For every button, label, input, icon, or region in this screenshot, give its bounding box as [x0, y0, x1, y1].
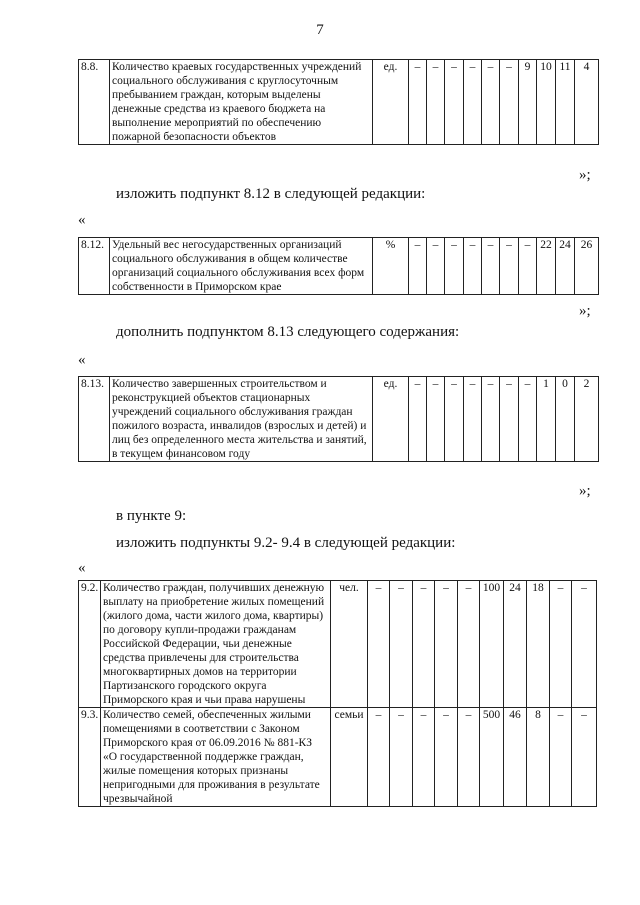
value-cell: –	[445, 60, 464, 145]
indicator-table-8-8	[78, 59, 599, 145]
value-cell: 26	[575, 238, 599, 295]
value-cell: –	[500, 60, 519, 145]
unit-cell: %	[373, 238, 409, 295]
instruction-paragraph: изложить подпункт 8.12 в следующей редакции:	[116, 186, 426, 202]
table-row	[79, 581, 597, 708]
table-row	[79, 60, 599, 145]
value-cell: –	[500, 377, 519, 462]
value-cell: –	[427, 377, 445, 462]
indicator-table-8-13	[78, 376, 599, 462]
value-cell: –	[464, 60, 482, 145]
opening-quote: «	[78, 212, 86, 228]
value-cell: 10	[537, 60, 556, 145]
instruction-paragraph: изложить подпункты 9.2- 9.4 в следующей редакции:	[116, 535, 456, 551]
indicator-name-cell: Удельный вес негосударственных организаций социального обслуживания в общем количестве организаций социального обслуживания всех форм собственности в Приморском крае	[110, 238, 373, 295]
value-cell: 2	[575, 377, 599, 462]
closing-quote: »;	[579, 303, 591, 319]
closing-quote: »;	[579, 167, 591, 183]
instruction-paragraph: в пункте 9:	[116, 508, 187, 524]
value-cell: 22	[537, 238, 556, 295]
value-cell: 24	[556, 238, 575, 295]
value-cell: 9	[519, 60, 537, 145]
value-cell: 11	[556, 60, 575, 145]
value-cell: –	[409, 238, 427, 295]
instruction-paragraph: дополнить подпунктом 8.13 следующего содержания:	[116, 324, 460, 340]
value-cell: 500	[480, 708, 504, 807]
table-row	[79, 708, 597, 807]
unit-cell: ед.	[373, 60, 409, 145]
value-cell: –	[435, 708, 458, 807]
value-cell: –	[413, 581, 435, 708]
item-number-cell: 8.8.	[79, 60, 110, 145]
indicator-table-9	[78, 580, 597, 807]
value-cell: 1	[537, 377, 556, 462]
table-row	[79, 377, 599, 462]
value-cell: –	[550, 581, 572, 708]
value-cell: –	[482, 377, 500, 462]
opening-quote: «	[78, 560, 86, 576]
item-number-cell: 9.2.	[79, 581, 101, 708]
value-cell: –	[368, 708, 390, 807]
value-cell: –	[409, 377, 427, 462]
value-cell: –	[435, 581, 458, 708]
indicator-name-cell: Количество семей, обеспеченных жилыми помещениями в соответствии с Законом Приморского края от 06.09.2016 № 881-КЗ «О государственной поддержке граждан, жилые помещения которых признаны непригодными для проживания в результате чрезвычайной	[101, 708, 331, 807]
value-cell: –	[482, 238, 500, 295]
value-cell: –	[550, 708, 572, 807]
value-cell: –	[390, 708, 413, 807]
value-cell: –	[458, 708, 480, 807]
opening-quote: «	[78, 352, 86, 368]
value-cell: 4	[575, 60, 599, 145]
indicator-name-cell: Количество граждан, получивших денежную выплату на приобретение жилых помещений (жилого дома, части жилого дома, квартиры) по договору купли-продажи гражданам Российской Федерации, чьи денежные средства привлечены для строительства многоквартирных домов на территории Партизанского городского округа Приморского края и чьи права нарушены	[101, 581, 331, 708]
value-cell: 100	[480, 581, 504, 708]
closing-quote: »;	[579, 483, 591, 499]
value-cell: –	[482, 60, 500, 145]
value-cell: –	[390, 581, 413, 708]
value-cell: –	[445, 238, 464, 295]
value-cell: –	[464, 238, 482, 295]
item-number-cell: 9.3.	[79, 708, 101, 807]
value-cell: –	[458, 581, 480, 708]
value-cell: 24	[504, 581, 527, 708]
value-cell: –	[572, 708, 597, 807]
value-cell: –	[427, 60, 445, 145]
value-cell: 0	[556, 377, 575, 462]
value-cell: –	[519, 238, 537, 295]
value-cell: –	[409, 60, 427, 145]
indicator-name-cell: Количество завершенных строительством и реконструкцией объектов стационарных учреждений социального обслуживания граждан пожилого возраста, инвалидов (взрослых и детей) и лиц без определенного места жительства и занятий, в текущем финансовом году	[110, 377, 373, 462]
unit-cell: чел.	[331, 581, 368, 708]
indicator-name-cell: Количество краевых государственных учреждений социального обслуживания с круглосуточным пребыванием граждан, которым выделены денежные средства из краевого бюджета на выполнение мероприятий по обеспечению пожарной безопасности объектов	[110, 60, 373, 145]
page-number: 7	[316, 22, 324, 38]
table-row	[79, 238, 599, 295]
value-cell: 46	[504, 708, 527, 807]
value-cell: –	[368, 581, 390, 708]
value-cell: –	[427, 238, 445, 295]
value-cell: –	[572, 581, 597, 708]
value-cell: –	[519, 377, 537, 462]
value-cell: –	[413, 708, 435, 807]
unit-cell: ед.	[373, 377, 409, 462]
value-cell: –	[500, 238, 519, 295]
item-number-cell: 8.12.	[79, 238, 110, 295]
value-cell: –	[445, 377, 464, 462]
value-cell: 18	[527, 581, 550, 708]
indicator-table-8-12	[78, 237, 599, 295]
unit-cell: семьи	[331, 708, 368, 807]
item-number-cell: 8.13.	[79, 377, 110, 462]
value-cell: 8	[527, 708, 550, 807]
value-cell: –	[464, 377, 482, 462]
